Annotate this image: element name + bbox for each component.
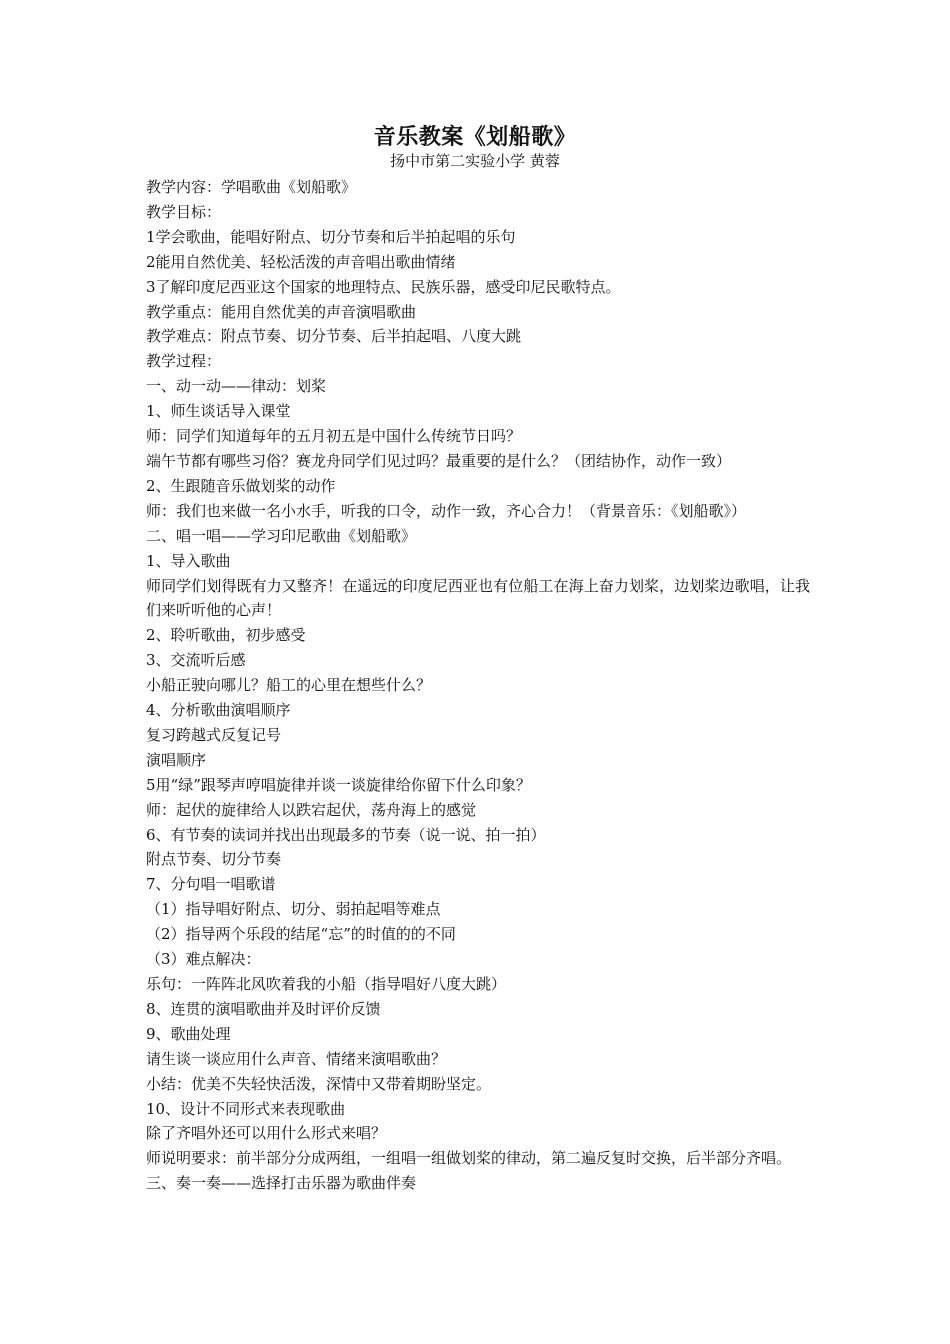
body-line: 二、唱一唱——学习印尼歌曲《划船歌》	[146, 526, 417, 545]
body-line: 1学会歌曲，能唱好附点、切分节奏和后半拍起唱的乐句	[146, 227, 516, 246]
body-line: 三、奏一奏——选择打击乐器为歌曲伴奏	[146, 1174, 417, 1193]
document-body	[146, 175, 810, 1196]
body-line: 师：同学们知道每年的五月初五是中国什么传统节日吗？	[146, 427, 522, 446]
body-line: 教学难点：附点节奏、切分节奏、后半拍起唱、八度大跳	[146, 327, 522, 346]
body-line: 1、师生谈话导入课堂	[146, 402, 291, 421]
body-line: 教学重点：能用自然优美的声音演唱歌曲	[146, 302, 417, 321]
body-line: 除了齐唱外还可以用什么形式来唱？	[146, 1124, 387, 1143]
body-line: 5用“绿”跟琴声哼唱旋律并谈一谈旋律给你留下什么印象？	[146, 775, 531, 794]
body-line: 2、生跟随音乐做划桨的动作	[146, 476, 336, 495]
body-line: 教学目标：	[146, 202, 222, 221]
document-author: 扬中市第二实验小学 黄蓉	[390, 152, 560, 170]
body-line: 教学过程：	[146, 352, 222, 371]
body-line: 端午节都有哪些习俗？赛龙舟同学们见过吗？最重要的是什么？（团结协作，动作一致）	[146, 451, 732, 470]
body-line: 小结：优美不失轻快活泼，深情中又带着期盼坚定。	[146, 1074, 492, 1093]
body-line: 2、聆听歌曲，初步感受	[146, 626, 306, 645]
body-line: 3了解印度尼西亚这个国家的地理特点、民族乐器，感受印尼民歌特点。	[146, 277, 621, 296]
body-line: 9、歌曲处理	[146, 1024, 231, 1043]
body-line: 请生谈一谈应用什么声音、情绪来演唱歌曲？	[146, 1049, 447, 1068]
body-line: 4、分析歌曲演唱顺序	[146, 701, 291, 720]
body-line: 8、连贯的演唱歌曲并及时评价反馈	[146, 999, 381, 1018]
body-line: 小船正驶向哪儿？船工的心里在想些什么？	[146, 676, 432, 695]
body-line: （2）指导两个乐段的结尾“忘”的时值的的不同	[146, 925, 456, 944]
body-line: 师同学们划得既有力又整齐！在遥远的印度尼西亚也有位船工在海上奋力划桨，边划桨边歌唱，让我们来听听他的心声！	[146, 576, 810, 620]
body-line: 一、动一动——律动：划桨	[146, 377, 327, 396]
body-line: 附点节奏、切分节奏	[146, 850, 282, 869]
body-line: 师：起伏的旋律给人以跌宕起伏，荡舟海上的感觉	[146, 800, 477, 819]
body-line: （3）难点解决：	[146, 950, 261, 969]
body-line: 1、导入歌曲	[146, 551, 231, 570]
body-line: 7、分句唱一唱歌谱	[146, 875, 276, 894]
body-line: 演唱顺序	[146, 750, 207, 769]
body-line: 乐句：一阵阵北风吹着我的小船（指导唱好八度大跳）	[146, 975, 507, 993]
body-line: 2能用自然优美、轻松活泼的声音唱出歌曲情绪	[146, 252, 456, 271]
body-line: （1）指导唱好附点、切分、弱拍起唱等难点	[146, 900, 441, 919]
body-line: 师：我们也来做一名小水手，听我的口令，动作一致，齐心合力！（背景音乐：《划船歌》）	[146, 501, 747, 520]
body-line: 3、交流听后感	[146, 651, 246, 670]
body-line: 师说明要求：前半部分分成两组，一组唱一组做划桨的律动，第二遍反复时交换，后半部分齐唱。	[146, 1149, 792, 1168]
body-line: 复习跨越式反复记号	[146, 725, 282, 744]
document-title: 音乐教案《划船歌》	[373, 124, 577, 150]
body-line: 6、有节奏的读词并找出出现最多的节奏（说一说、拍一拍）	[146, 825, 546, 844]
body-line: 教学内容：学唱歌曲《划船歌》	[146, 178, 357, 196]
body-line: 10、设计不同形式来表现歌曲	[146, 1099, 346, 1118]
